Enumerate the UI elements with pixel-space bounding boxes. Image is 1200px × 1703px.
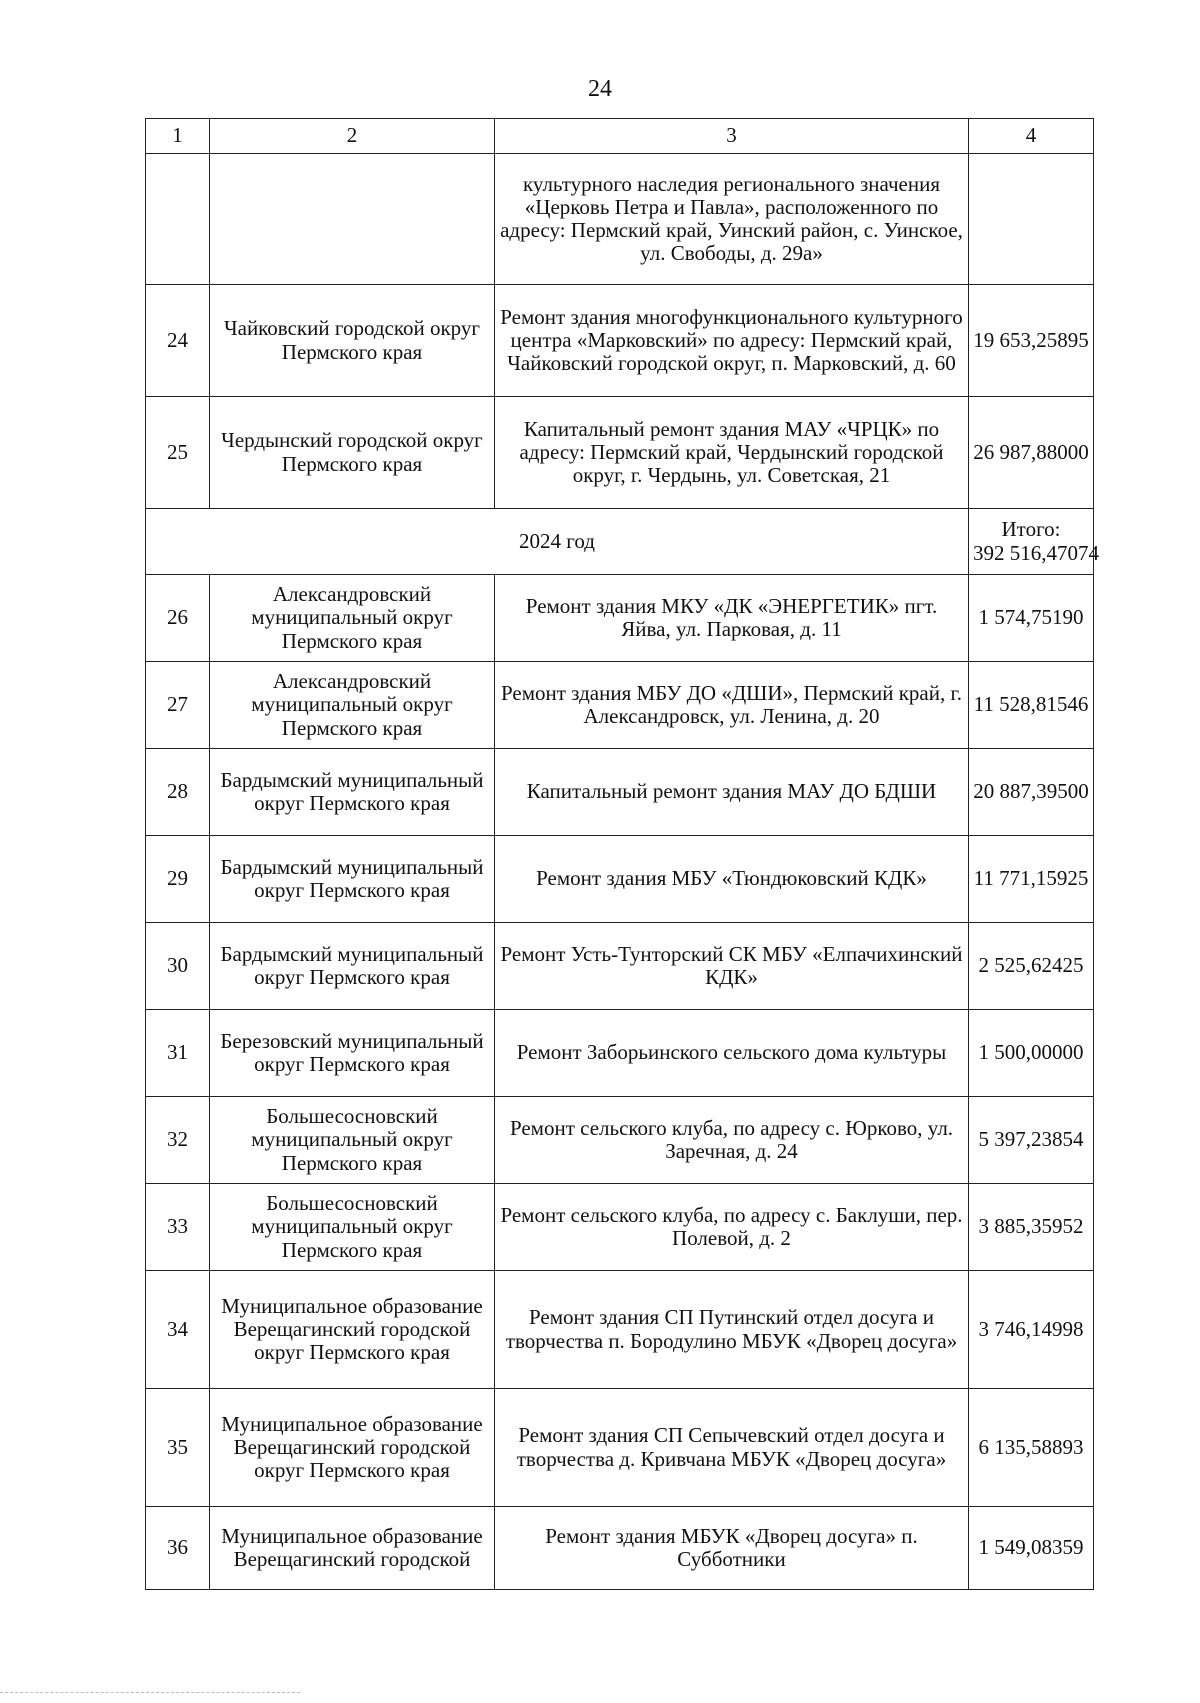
municipality-cell: Муниципальное образование Верещагинский городской [210, 1507, 495, 1590]
amount-cell: 11 771,15925 [969, 836, 1094, 923]
header-cell-num: 1 [146, 119, 210, 154]
description-cell: Ремонт здания СП Сепычевский отдел досуга и творчества д. Кривчана МБУК «Дворец досуга» [495, 1389, 969, 1507]
description-cell: Капитальный ремонт здания МАУ «ЧРЦК» по адресу: Пермский край, Чердынский городской округ, г. Чердынь, ул. Советская, 21 [495, 397, 969, 509]
amount-cell: 3 746,14998 [969, 1271, 1094, 1389]
municipality-cell: Чердынский городской округ Пермского края [210, 397, 495, 509]
municipality-cell: Большесосновский муниципальный округ Пермского края [210, 1184, 495, 1271]
table-row [146, 923, 1094, 1010]
row-num-cell: 28 [146, 749, 210, 836]
page-number: 24 [588, 76, 612, 102]
amount-cell: 5 397,23854 [969, 1097, 1094, 1184]
header-cell-description: 3 [495, 119, 969, 154]
table-body [146, 119, 1099, 1590]
row-num-cell: 35 [146, 1389, 210, 1507]
total-label: Итого: [1001, 517, 1061, 542]
year-section-row [146, 509, 1094, 575]
amount-cell: 6 135,58893 [969, 1389, 1094, 1507]
description-cell: Ремонт сельского клуба, по адресу с. Баклуши, пер. Полевой, д. 2 [495, 1184, 969, 1271]
header-cell-municipality: 2 [210, 119, 495, 154]
row-num-cell: 24 [146, 285, 210, 397]
table-row [146, 1271, 1094, 1389]
row-num-cell [146, 154, 210, 285]
description-cell: Ремонт здания СП Путинский отдел досуга и творчества п. Бородулино МБУК «Дворец досуга» [495, 1271, 969, 1389]
amount-cell: 1 500,00000 [969, 1010, 1094, 1097]
table-row [146, 836, 1094, 923]
header-cell-amount: 4 [969, 119, 1094, 154]
row-num-cell: 25 [146, 397, 210, 509]
row-num-cell: 33 [146, 1184, 210, 1271]
table-row [146, 575, 1094, 662]
municipality-cell: Александровский муниципальный округ Пермского края [210, 575, 495, 662]
row-num-cell: 36 [146, 1507, 210, 1590]
amount-cell: 2 525,62425 [969, 923, 1094, 1010]
row-num-cell: 30 [146, 923, 210, 1010]
municipality-cell: Большесосновский муниципальный округ Пермского края [210, 1097, 495, 1184]
table-row [146, 749, 1094, 836]
description-cell: Ремонт здания многофункционального культурного центра «Марковский» по адресу: Пермский край, Чайковский городской округ, п. Марковский, д. 60 [495, 285, 969, 397]
amount-cell: 1 549,08359 [969, 1507, 1094, 1590]
table-row [146, 1184, 1094, 1271]
municipality-cell: Бардымский муниципальный округ Пермского края [210, 923, 495, 1010]
amount-cell: 1 574,75190 [969, 575, 1094, 662]
description-cell: культурного наследия регионального значения «Церковь Петра и Павла», расположенного по адресу: Пермский край, Уинский район, с. Уинское, ул. Свободы, д. 29а» [495, 154, 969, 285]
row-num-cell: 26 [146, 575, 210, 662]
municipality-cell: Александровский муниципальный округ Пермского края [210, 662, 495, 749]
table-row [146, 285, 1094, 397]
description-cell: Ремонт здания МБУ ДО «ДШИ», Пермский край, г. Александровск, ул. Ленина, д. 20 [495, 662, 969, 749]
table-row [146, 397, 1094, 509]
row-num-cell: 29 [146, 836, 210, 923]
description-cell: Ремонт здания МБУК «Дворец досуга» п. Субботники [495, 1507, 969, 1590]
municipality-cell [210, 154, 495, 285]
description-cell: Ремонт здания МКУ «ДК «ЭНЕРГЕТИК» пгт. Яйва, ул. Парковая, д. 11 [495, 575, 969, 662]
table-row [146, 1389, 1094, 1507]
municipality-cell: Бардымский муниципальный округ Пермского края [210, 749, 495, 836]
row-num-cell: 27 [146, 662, 210, 749]
table-row [146, 1507, 1094, 1590]
row-num-cell: 34 [146, 1271, 210, 1389]
year-label: 2024 год [146, 509, 969, 575]
year-total-cell [969, 509, 1099, 575]
description-cell: Ремонт Заборьинского сельского дома культуры [495, 1010, 969, 1097]
description-cell: Ремонт здания МБУ «Тюндюковский КДК» [495, 836, 969, 923]
amount-cell: 3 885,35952 [969, 1184, 1094, 1271]
amount-cell: 20 887,39500 [969, 749, 1094, 836]
municipality-cell: Муниципальное образование Верещагинский городской округ Пермского края [210, 1271, 495, 1389]
amount-cell: 19 653,25895 [969, 285, 1094, 397]
description-cell: Капитальный ремонт здания МАУ ДО БДШИ [495, 749, 969, 836]
table-row [146, 1097, 1094, 1184]
amount-cell [969, 154, 1094, 285]
scan-edge-mark [0, 1692, 300, 1693]
table-row [146, 662, 1094, 749]
description-cell: Ремонт Усть-Тунторский СК МБУ «Елпачихинский КДК» [495, 923, 969, 1010]
row-num-cell: 31 [146, 1010, 210, 1097]
municipality-cell: Бардымский муниципальный округ Пермского края [210, 836, 495, 923]
continuation-row [146, 154, 1094, 285]
funding-table [145, 118, 1099, 1590]
municipality-cell: Муниципальное образование Верещагинский городской округ Пермского края [210, 1389, 495, 1507]
header-row [146, 119, 1094, 154]
table-row [146, 1010, 1094, 1097]
municipality-cell: Чайковский городской округ Пермского края [210, 285, 495, 397]
municipality-cell: Березовский муниципальный округ Пермского края [210, 1010, 495, 1097]
total-value: 392 516,47074 [973, 540, 1099, 565]
amount-cell: 26 987,88000 [969, 397, 1094, 509]
description-cell: Ремонт сельского клуба, по адресу с. Юрково, ул. Заречная, д. 24 [495, 1097, 969, 1184]
row-num-cell: 32 [146, 1097, 210, 1184]
amount-cell: 11 528,81546 [969, 662, 1094, 749]
